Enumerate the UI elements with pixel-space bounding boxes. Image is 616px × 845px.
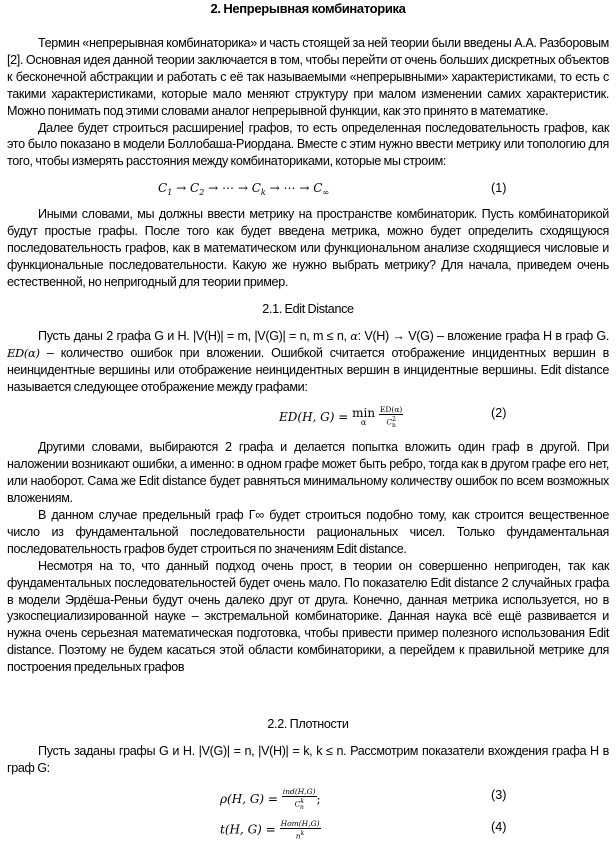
eq-arrow: → — [237, 181, 248, 196]
spacer — [7, 431, 609, 439]
fraction-numerator: ind(H,G) — [282, 786, 316, 796]
paragraph-intro: Термин «непрерывная комбинаторика» и часть стоящей за ней теории были введены А.А. Разборовым [2]. Основная идея данной теории заключается в том, чтобы перейти от очень больших дискретных объектов к бесконечной абстракции и работать с её так называемыми «непрерывными» характеристиками, то есть с такими характеристиками, которые мало меняют структуру при малом изменении самих характеристик. Можно понимать под этими словами аналог непрерывной функции, как это принято в математике. — [7, 36, 609, 118]
paragraph-density-intro: Пусть заданы графы G и H. |V(G)| = n, |V(H)| = k, k ≤ n. Рассмотрим показатели вхождения графа H в граф G: — [7, 744, 609, 775]
eq-symbol: C — [190, 181, 200, 196]
paragraph-text: графов, то есть определенная последовательность графов, как это было показано в модели Боллобаша-Риордана. Вместе с этим нужно ввести метрику или топологию для того, чтобы измерять расстояния между комбинаториками, которые мы строим: — [7, 120, 609, 169]
eq-subscript: k — [260, 188, 266, 198]
paragraph-text: Далее будет строиться расширение — [38, 120, 242, 135]
eq-arrow: → — [208, 181, 219, 196]
eq-superscript: k — [300, 797, 304, 805]
equation-2-body — [279, 405, 403, 430]
paragraph-extension — [7, 120, 609, 171]
eq-superscript: 2 — [392, 416, 396, 424]
paragraph-edit-critique: Несмотря на то, что данный подход очень прост, в теории он совершенно непригоден, так как фундаментальных последовательностей будет очень мало. По показателю Edit distance 2 случайных графа в модели Эрдёша-Реньи будут очень далеко друг от друга. Конечно, данная метрика используется, но в узкоспециализированной науке – экстремальной комбинаторике. Данная наука всё ещё развивается и нужна очень серьезная математическая подготовка, чтобы привести пример полезного использования Edit distance. Поэтому не будем касаться этой области комбинаторики, а перейдем к правильной метрике для построения предельных графов — [7, 558, 609, 675]
eq-lhs: t(H, G) — [220, 822, 262, 837]
eq-arrow: → — [176, 181, 187, 196]
min-label: min — [352, 405, 376, 420]
paragraph-text: Пусть даны 2 графа G и H. |V(H)| = m, |V(G)| = n, m ≤ n, — [38, 328, 351, 343]
eq-fraction — [280, 819, 321, 841]
equation-number: (3) — [491, 787, 507, 802]
eq-symbol: C — [386, 417, 393, 427]
spacer — [7, 733, 609, 743]
eq-subscript: n — [299, 803, 304, 811]
fraction-numerator: Hom(H,G) — [280, 818, 320, 828]
paragraph-limit-graph: В данном случае предельный граф Γ∞ будет строиться подобно тому, как строится вещественное число из фундаментальной последовательности рациональных чисел. Только фундаментальная последовательность графов будет строиться по значениям Edit distance. — [7, 508, 609, 556]
subsection-heading-densities: 2.2. Плотности — [267, 717, 349, 732]
alpha-symbol: α — [350, 328, 358, 343]
eq-arrow: → — [299, 181, 310, 196]
equation-4-body — [220, 819, 321, 841]
eq-fraction — [379, 405, 403, 430]
paragraph-edit-definition — [7, 328, 609, 396]
eq-fraction — [282, 787, 317, 812]
equation-1-body — [158, 180, 329, 202]
eq-lhs: ED(H, G) — [279, 410, 335, 425]
eq-symbol: n — [295, 831, 301, 841]
spacer — [7, 395, 609, 403]
spacer — [7, 170, 609, 178]
equation-1 — [7, 178, 609, 206]
eq-equals: = — [261, 822, 280, 837]
spacer — [7, 676, 609, 716]
eq-symbol: C — [294, 799, 301, 809]
eq-symbol: C — [158, 181, 168, 196]
eq-subscript: 1 — [167, 188, 173, 198]
eq-subscript: 2 — [199, 188, 205, 198]
eq-equals: = — [264, 791, 282, 806]
eq-arrow: → — [269, 181, 280, 196]
spacer — [7, 291, 609, 301]
equation-number: (4) — [491, 819, 507, 834]
fraction-denominator — [282, 797, 317, 812]
eq-lhs: ρ(H, G) — [220, 791, 265, 806]
eq-subscript: n — [391, 422, 396, 430]
fraction-numerator: ED(α) — [379, 405, 403, 415]
fraction-denominator — [280, 829, 321, 841]
eq-dots: ⋯ — [283, 181, 296, 196]
eq-dots: ⋯ — [222, 181, 234, 196]
spacer — [7, 777, 609, 785]
eq-superscript: k — [300, 829, 305, 837]
paragraph-edit-explanation: Другими словами, выбираются 2 графа и делается попытка вложить один граф в другой. При наложении возникают ошибки, а именно: в одном графе может быть ребро, тогда как в другом графе его нет, или наоборот. Сама же Edit distance будет равняться минимальному количеству ошибок по всем возможных вложениям. — [7, 440, 609, 506]
eq-symbol: C — [313, 181, 323, 196]
equation-3 — [7, 785, 609, 813]
paragraph-text: : V(H) → V(G) – вложение графа H в граф G. — [357, 328, 610, 343]
equation-3-body — [220, 787, 321, 812]
equation-4 — [7, 817, 609, 845]
eq-symbol: C — [251, 181, 261, 196]
eq-equals: = — [334, 410, 353, 425]
spacer — [7, 318, 609, 328]
equation-2 — [7, 403, 609, 431]
section-heading: 2. Непрерывная комбинаторика — [210, 1, 406, 16]
ed-alpha-expression: ED(α) — [7, 345, 40, 360]
min-subscript: α — [360, 417, 367, 427]
equation-number: (1) — [491, 181, 507, 196]
min-operator — [352, 405, 376, 428]
eq-subscript: ∞ — [322, 188, 330, 198]
subsection-heading-edit-distance: 2.1. Edit Distance — [262, 301, 354, 316]
eq-semicolon: ; — [316, 791, 321, 806]
paragraph-metric: Иными словами, мы должны ввести метрику на пространстве комбинаторик. Пусть комбинаторикой будут простые графы. После того как будет введена метрика, можно будет определить сходящуюся последовательность графов, как в математическом или функциональном анализе сходящиеся числовые и функциональные последовательности. Какую же нужно выбрать метрику? Для начала, приведем очень естественной, но непригодный для теории пример. — [7, 207, 609, 289]
fraction-denominator — [379, 415, 403, 430]
equation-number: (2) — [491, 406, 507, 421]
paragraph-text: – количество ошибок при вложении. Ошибкой считается отображение инцидентных вершин в неинцидентные вершины или отображение неинцидентных вершин в инцидентные вершины. Edit distance называется следующее отображение между графами: — [7, 345, 609, 394]
